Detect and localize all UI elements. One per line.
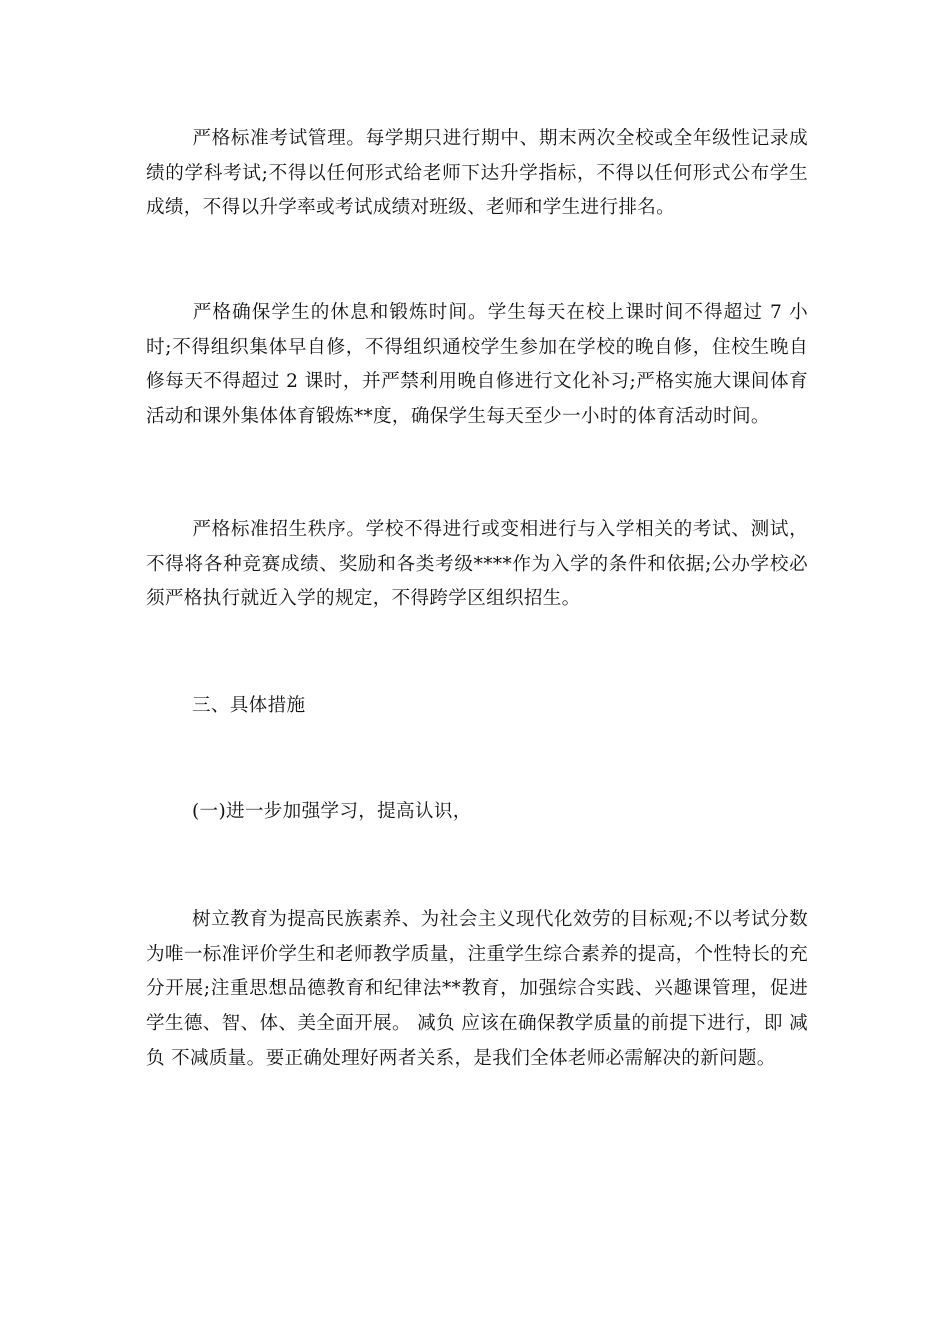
paragraph-text: 严格标准招生秩序。学校不得进行或变相进行与入学相关的考试、测试，不得将各种竞赛成绩、奖励和各类考级****作为入学的条件和依据;公办学校必须严格执行就近入学的规定，不得跨学区组织招生。 [146,519,808,610]
paragraph-enrollment [146,513,808,617]
subsection-heading: (一)进一步加强学习，提高认识， [192,801,472,822]
paragraph-closing [146,903,808,1077]
paragraph-text: 树立教育为提高民族素养、为社会主义现代化效劳的目标观;不以考试分数为唯一标准评价学生和老师教学质量，注重学生综合素养的提高，个性特长的充分开展;注重思想品德教育和纪律法**教育，加强综合实践、兴趣课管理，促进学生德、智、体、美全面开展。 减负 应该在确保教学质量的前提下进行，即 减负 不减质量。要正确处理好两者关系，是我们全体老师必需解决的新问题。 [146,909,808,1069]
section-heading: 三、具体措施 [192,695,306,716]
paragraph-text: 严格标准考试管理。每学期只进行期中、期末两次全校或全年级性记录成绩的学科考试;不得以任何形式给老师下达升学指标，不得以任何形式公布学生成绩，不得以升学率或考试成绩对班级、老师和学生进行排名。 [146,128,808,219]
paragraph-exam-management [146,122,808,226]
paragraph-text: 严格确保学生的休息和锻炼时间。学生每天在校上课时间不得超过 7 小时;不得组织集体早自修，不得组织通校学生参加在学校的晚自修，住校生晚自修每天不得超过 2 课时，并严禁利用晚自修进行文化补习;严格实施大课间体育活动和课外集体体育锻炼**度，确保学生每天至少一小时的体育活动时间。 [146,302,808,428]
paragraph-rest-exercise [146,296,808,435]
